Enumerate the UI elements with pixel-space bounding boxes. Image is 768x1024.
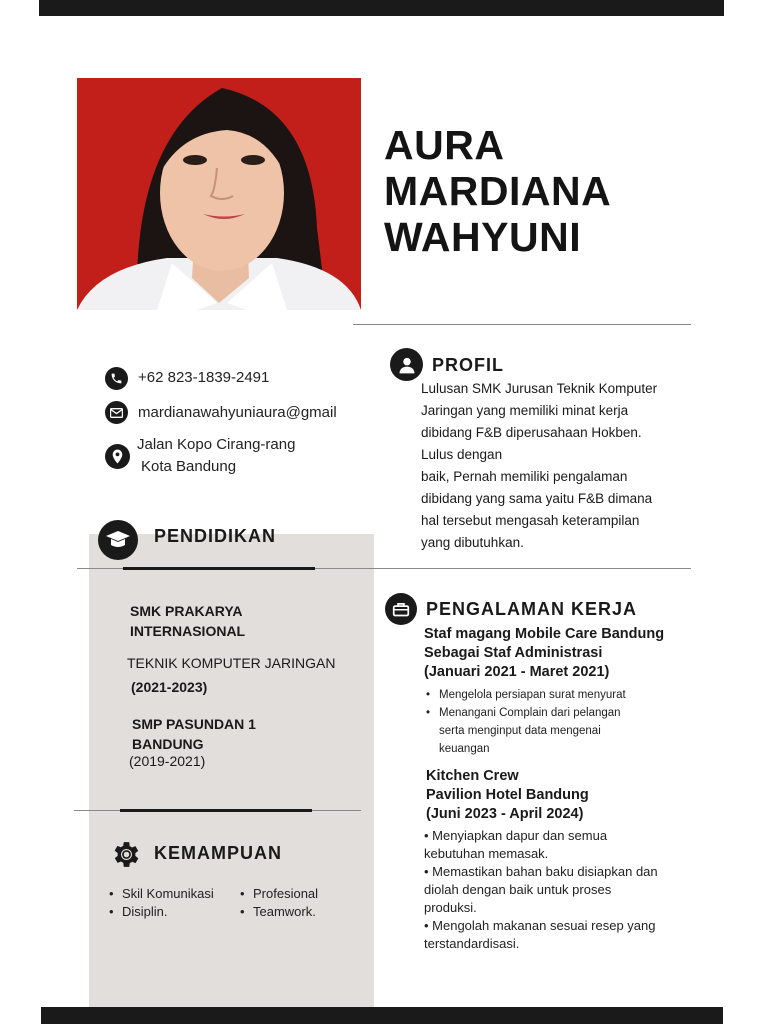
school2-name-line2: BANDUNG [132, 736, 204, 752]
job2-duty-line: terstandardisasi. [424, 936, 520, 951]
job1-duty: • Mengelola persiapan surat menyurat [424, 686, 626, 704]
job1-duty-line: keuangan [439, 743, 490, 755]
person-icon [390, 348, 423, 381]
profile-photo [77, 78, 361, 310]
profil-line: yang dibutuhkan. [421, 535, 524, 550]
job1-title-line: (Januari 2021 - Maret 2021) [424, 664, 610, 680]
profil-text [421, 378, 657, 554]
school1-name-line2: INTERNASIONAL [130, 623, 246, 639]
job2-duty-line: kebutuhan memasak. [424, 846, 549, 861]
job2-duties [424, 827, 658, 953]
job1-title [424, 625, 664, 682]
job1-duty: • Menangani Complain dari pelangan [424, 704, 626, 722]
profil-line: Jaringan yang memiliki minat kerja [421, 403, 629, 418]
address-line-2: Kota Bandung [141, 458, 237, 475]
job2-duty-line: produksi. [424, 900, 477, 915]
job2-title-line: (Juni 2023 - April 2024) [426, 806, 584, 822]
school1-name-line1: SMK PRAKARYA [130, 603, 243, 619]
job2-title-line: Kitchen Crew [426, 768, 519, 784]
job2-duty-line: diolah dengan baik untuk proses [424, 882, 612, 897]
profil-heading: PROFIL [432, 355, 504, 375]
skill-item: • Disiplin. [107, 903, 214, 921]
job2-duty-line: • Mengolah makanan sesuai resep yang [424, 918, 656, 933]
job1-duty-continued [439, 722, 601, 758]
full-name [384, 122, 611, 260]
email-address: mardianawahyuniaura@gmail [138, 404, 337, 421]
school2-name-line1: SMP PASUNDAN 1 [132, 716, 256, 732]
job2-title-line: Pavilion Hotel Bandung [426, 787, 589, 803]
graduation-cap-icon [98, 520, 138, 560]
job1-duties [424, 686, 626, 722]
job2-title [426, 767, 589, 824]
name-line-2: MARDIANA [384, 168, 612, 214]
gear-icon [110, 838, 143, 871]
kemampuan-heading: KEMAMPUAN [154, 843, 282, 863]
phone-icon [105, 367, 128, 390]
top-bar [39, 0, 724, 16]
profil-line: Lulus dengan [421, 447, 503, 462]
profil-line: dibidang F&B diperusahaan Hokben. [421, 425, 642, 440]
school1-major: TEKNIK KOMPUTER JARINGAN [127, 655, 336, 671]
school2-years: (2019-2021) [129, 753, 206, 769]
email-icon [105, 401, 128, 424]
phone-number: +62 823-1839-2491 [138, 369, 270, 386]
divider-accent-kemampuan [120, 809, 312, 812]
job1-title-line: Staf magang Mobile Care Bandung [424, 626, 665, 642]
profil-line: hal tersebut mengasah keterampilan [421, 513, 640, 528]
job1-duty-line: serta menginput data mengenai [439, 725, 601, 737]
school1-years: (2021-2023) [131, 679, 208, 695]
job2-duty-line: • Memastikan bahan baku disiapkan dan [424, 864, 658, 879]
divider-accent-pendidikan [123, 567, 315, 570]
profil-line: dibidang yang sama yaitu F&B dimana [421, 491, 653, 506]
skill-item: • Profesional [238, 885, 318, 903]
skill-item: • Teamwork. [238, 903, 318, 921]
portrait-illustration [77, 78, 361, 310]
job1-title-line: Sebagai Staf Administrasi [424, 645, 603, 661]
skills-column-2 [238, 885, 318, 921]
location-pin-icon [105, 444, 130, 469]
bottom-bar [41, 1007, 723, 1024]
profil-line: baik, Pernah memiliki pengalaman [421, 469, 628, 484]
briefcase-icon [385, 593, 417, 625]
name-line-1: AURA [384, 122, 505, 168]
profil-line: Lulusan SMK Jurusan Teknik Komputer [421, 381, 658, 396]
pengalaman-heading: PENGALAMAN KERJA [426, 599, 638, 619]
job2-duty-line: • Menyiapkan dapur dan semua [424, 828, 608, 843]
skill-item: • Skil Komunikasi [107, 885, 214, 903]
name-line-3: WAHYUNI [384, 214, 582, 260]
skills-column-1 [107, 885, 214, 921]
pendidikan-heading: PENDIDIKAN [154, 526, 277, 546]
address-line-1: Jalan Kopo Cirang-rang [137, 436, 296, 453]
divider-under-name [353, 324, 691, 325]
